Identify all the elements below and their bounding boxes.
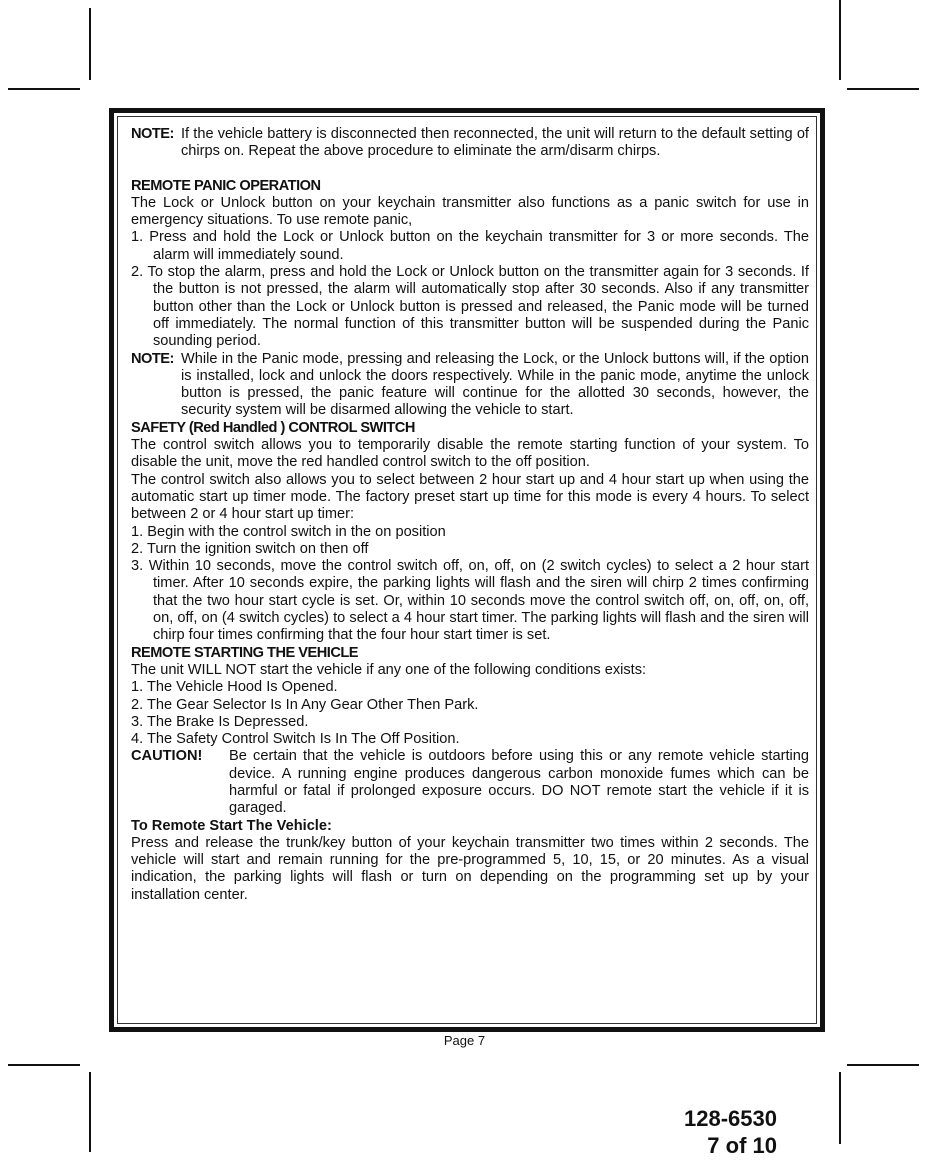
safety-para-1: The control switch allows you to temporarily disable the remote starting function of your system. To disable the unit, move the red handled control switch to the off position. [131,437,809,471]
condition-item: 3. The Brake Is Depressed. [131,713,309,730]
safety-para-2: The control switch also allows you to select between 2 hour start up and 4 hour start up when using the automatic start up timer mode. The factory preset start up time for this mode is every 4 hours. To select between 2 or 4 hour start up timer: [131,471,809,523]
caution-note [131,748,809,817]
crop-mark [8,1064,80,1066]
crop-mark [89,1072,91,1152]
caution-text: Be certain that the vehicle is outdoors before using this or any remote vehicle starting device. A running engine produces dangerous carbon monoxide fumes which can be harmful or fatal if prolonged exposure occurs. DO NOT remote start the vehicle if it is garaged. [229,748,809,817]
safety-step-1: 1. Begin with the control switch in the on position [131,523,446,540]
condition-item: 4. The Safety Control Switch Is In The Off Position. [131,731,460,748]
remote-start-intro: The unit WILL NOT start the vehicle if any one of the following conditions exists: [131,661,647,678]
sheet-count: 7 of 10 [707,1133,777,1158]
to-start-heading: To Remote Start The Vehicle: [131,817,332,834]
crop-mark [847,88,919,90]
crop-mark [8,88,80,90]
safety-heading: SAFETY (Red Handled ) CONTROL SWITCH [131,419,415,436]
panic-heading: REMOTE PANIC OPERATION [131,177,321,194]
doc-number: 128-6530 [684,1106,777,1131]
remote-start-heading: REMOTE STARTING THE VEHICLE [131,644,359,661]
condition-item: 1. The Vehicle Hood Is Opened. [131,679,338,696]
crop-mark [847,1064,919,1066]
panic-note [131,351,809,420]
to-start-text: Press and release the trunk/key button of your keychain transmitter two times within 2 seconds. The vehicle will start and remain running for the pre-programmed 5, 10, 15, or 20 minutes. As a visual indication, the parking lights will flash or turn on depending on the programming set up by your installation center. [131,834,809,903]
page-content [131,126,809,904]
safety-step-3: 3. Within 10 seconds, move the control switch off, on, off, on (2 switch cycles) to select a 2 hour start timer. After 10 seconds expire, the parking lights will flash and the siren will chirp 2 times confirming that the two hour start cycle is set. Or, within 10 seconds move the control switch off, on, off, on, off, on, off, on (4 switch cycles) to select a 4 hour start timer. The parking lights will flash and the siren will chirp four times confirming that the four hour start timer is set. [131,558,809,644]
note-text: If the vehicle battery is disconnected then reconnected, the unit will return to the default setting of chirps on. Repeat the above procedure to eliminate the arm/disarm chirps. [181,126,809,160]
safety-step-2: 2. Turn the ignition switch on then off [131,540,369,557]
note-label: NOTE: [131,350,174,367]
page-number: Page 7 [443,1033,486,1048]
note-label: NOTE: [131,126,174,142]
panic-step-1: 1. Press and hold the Lock or Unlock button on the keychain transmitter for 3 or more seconds. The alarm will immediately sound. [131,229,809,263]
spacer [131,161,809,178]
panic-intro: The Lock or Unlock button on your keychain transmitter also functions as a panic switch for use in emergency situations. To use remote panic, [131,194,809,229]
caution-label: CAUTION! [131,748,203,765]
condition-item: 2. The Gear Selector Is In Any Gear Other Then Park. [131,696,479,713]
battery-note [131,126,809,161]
panic-step-2: 2. To stop the alarm, press and hold the Lock or Unlock button on the transmitter again for 3 seconds. If the button is not pressed, the alarm will automatically stop after 30 seconds. Also if any transmitter button other than the Lock or Unlock button is pressed and released, the Panic mode will be turned off immediately. The normal function of this transmitter button will be suspended during the Panic sounding period. [131,264,809,350]
note-text: While in the Panic mode, pressing and releasing the Lock, or the Unlock buttons will, if the option is installed, lock and unlock the doors respectively. While in the panic mode, anytime the unlock button is pressed, the panic feature will continue for the allotted 30 seconds, however, the security system will be disarmed allowing the vehicle to start. [181,350,809,419]
document-id [684,1105,777,1159]
page-frame [109,108,825,1032]
crop-mark [839,0,841,80]
crop-mark [839,1072,841,1144]
crop-mark [89,8,91,80]
